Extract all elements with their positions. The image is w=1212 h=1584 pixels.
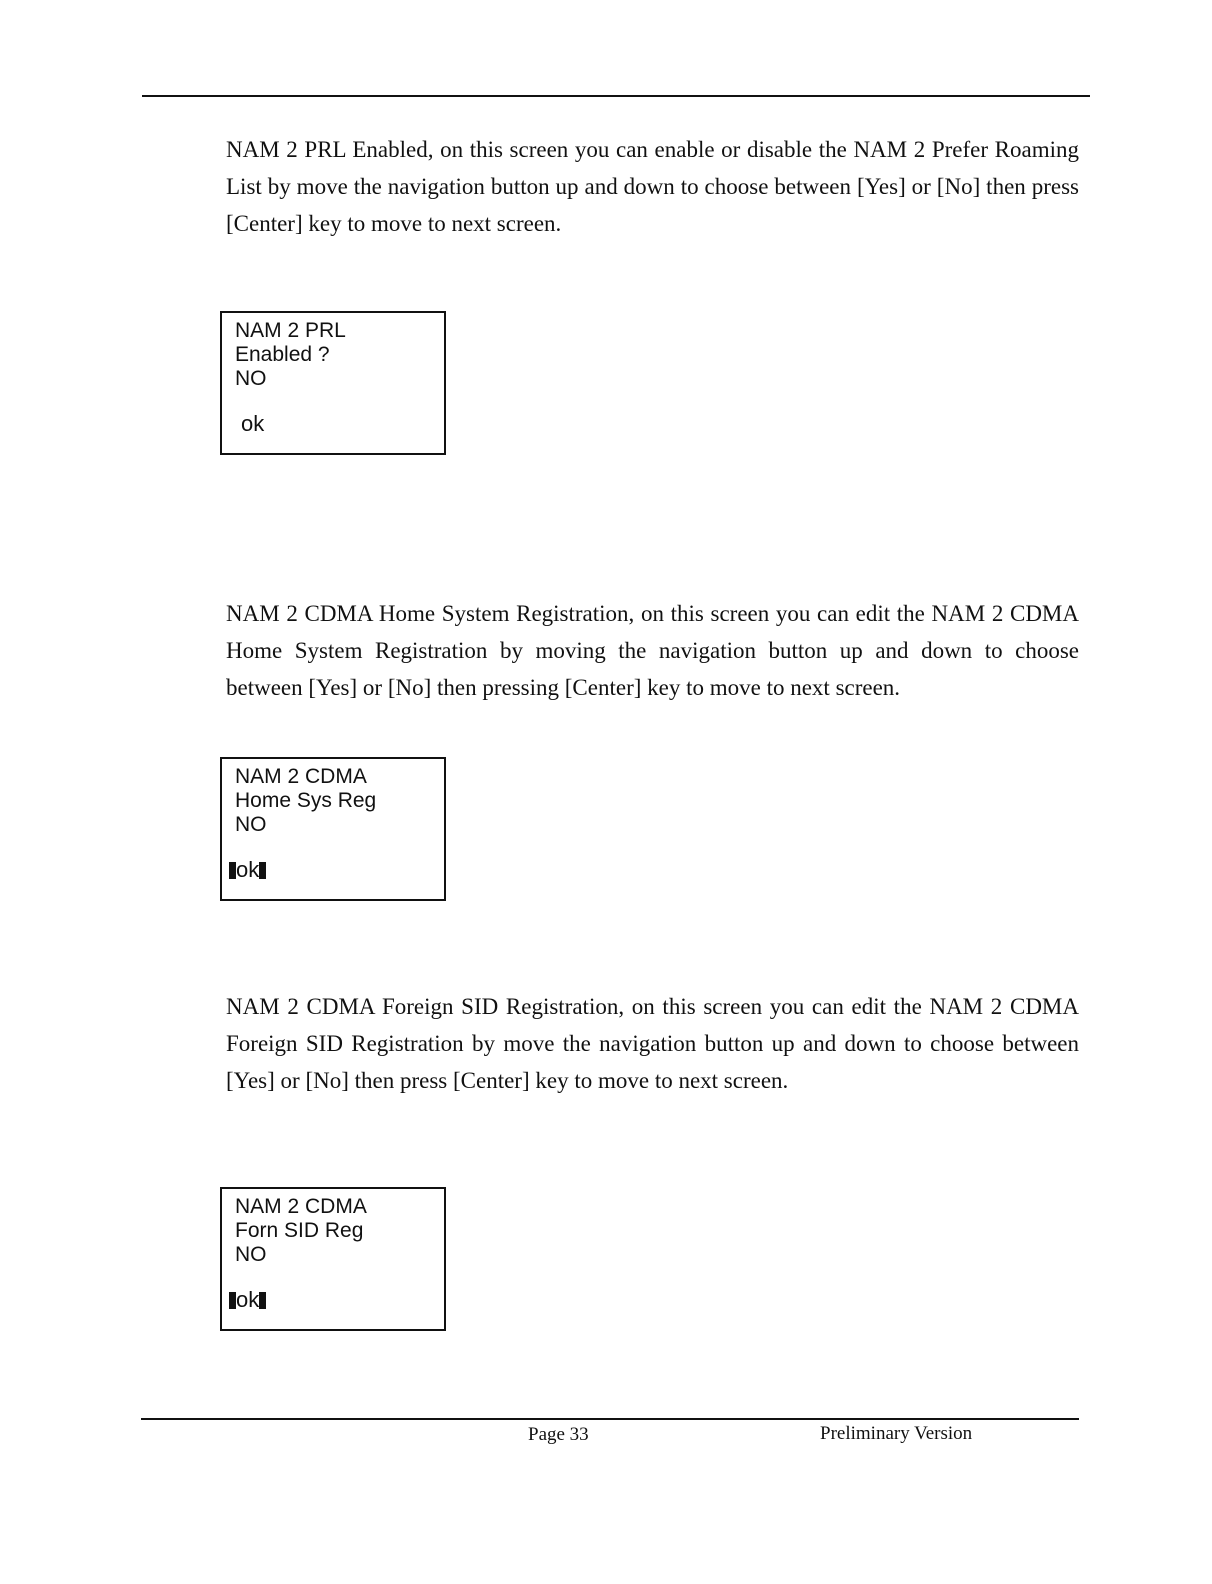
footer-rule <box>141 1418 1079 1420</box>
right-cursor-block-icon <box>259 1292 266 1309</box>
home-sys-reg-screen <box>220 757 446 901</box>
screen-title-line-2: Forn SID Reg <box>235 1219 364 1242</box>
screen-title-line-1: NAM 2 CDMA <box>235 1195 367 1218</box>
prl-enabled-description: NAM 2 PRL Enabled, on this screen you can enable or disable the NAM 2 Prefer Roaming List by move the navigation button up and down to choose between [Yes] or [No] then press [Center] key to move to next screen. <box>226 137 1079 236</box>
screen-title-line-1: NAM 2 CDMA <box>235 765 367 788</box>
home-sys-reg-description: NAM 2 CDMA Home System Registration, on this screen you can edit the NAM 2 CDMA Home System Registration by moving the navigation button up and down to choose between [Yes] or [No] then pressing [Center] key to move to next screen. <box>226 601 1079 700</box>
ok-softkey[interactable] <box>229 857 266 883</box>
prl-enabled-screen <box>220 311 446 455</box>
left-cursor-block-icon <box>229 1292 236 1309</box>
version-label: Preliminary Version <box>820 1423 973 1444</box>
ok-softkey[interactable] <box>229 1287 266 1313</box>
ok-softkey-label: ok <box>236 1287 260 1312</box>
right-cursor-block-icon <box>259 862 266 879</box>
ok-softkey[interactable] <box>241 411 264 437</box>
foreign-sid-reg-description: NAM 2 CDMA Foreign SID Registration, on this screen you can edit the NAM 2 CDMA Foreign SID Registration by move the navigation button up and down to choose between [Yes] or [No] then press [Center] key to move to next screen. <box>226 994 1079 1093</box>
page-number: Page 33 <box>528 1424 589 1445</box>
screen-title-line-2: Enabled ? <box>235 343 330 366</box>
screen-value: NO <box>235 1243 267 1266</box>
screen-title-line-2: Home Sys Reg <box>235 789 377 812</box>
screen-value: NO <box>235 367 267 390</box>
left-cursor-block-icon <box>229 862 236 879</box>
screen-value: NO <box>235 813 267 836</box>
screen-title-line-1: NAM 2 PRL <box>235 319 346 342</box>
foreign-sid-reg-screen <box>220 1187 446 1331</box>
ok-softkey-label: ok <box>241 411 265 436</box>
header-rule <box>142 95 1090 97</box>
ok-softkey-label: ok <box>236 857 260 882</box>
